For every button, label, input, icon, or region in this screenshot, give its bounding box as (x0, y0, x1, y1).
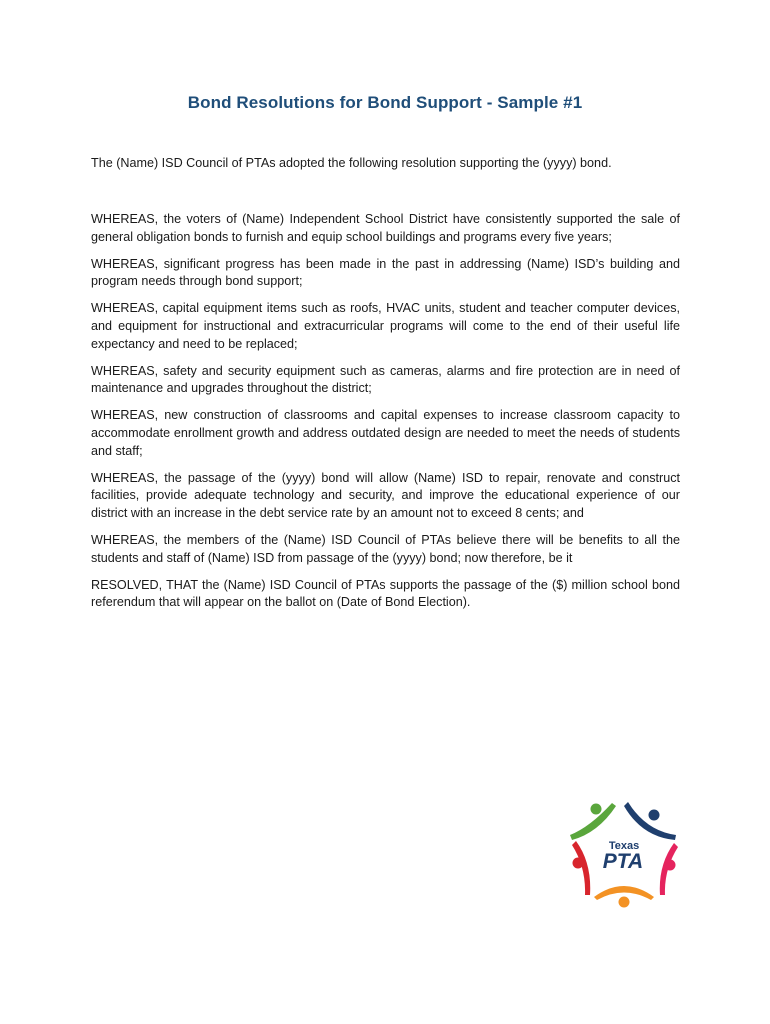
logo-pta-word: PTA (602, 850, 644, 873)
orange-figure-head (619, 897, 630, 908)
whereas-paragraph: WHEREAS, new construction of classrooms and capital expenses to increase classroom capacity to accommodate enrollment growth and address outdated design are needed to meet the needs of students and staff; (91, 408, 680, 458)
navy-figure-head (649, 810, 660, 821)
whereas-paragraph: WHEREAS, capital equipment items such as roofs, HVAC units, student and teacher computer devices, and equipment for instructional and extracurricular programs will come to the end of their useful life expectancy and need to be replaced; (91, 301, 680, 351)
green-figure-head (591, 804, 602, 815)
red-figure-arm (572, 841, 590, 895)
whereas-paragraph: WHEREAS, safety and security equipment such as cameras, alarms and fire protection are in need of maintenance and upgrades throughout the district; (91, 363, 680, 396)
whereas-paragraph: WHEREAS, the members of the (Name) ISD Council of PTAs believe there will be benefits to all the students and staff of (Name) ISD from passage of the (yyyy) bond; now therefore, be it (91, 532, 680, 565)
resolved-paragraph: RESOLVED, THAT the (Name) ISD Council of PTAs supports the passage of the ($) million school bond referendum that will appear on the ballot on (Date of Bond Election). (91, 577, 680, 610)
texas-pta-logo (566, 797, 682, 913)
navy-figure-arm (624, 802, 676, 840)
intro-text: The (Name) ISD Council of PTAs adopted the following resolution supporting the (yyyy) bond. (91, 156, 612, 170)
logo-texas-word: Texas (608, 840, 640, 852)
whereas-paragraph: WHEREAS, the passage of the (yyyy) bond will allow (Name) ISD to repair, renovate and construct facilities, provide adequate technology and security, and improve the educational experience of our district with an increase in the debt service rate by an amount not to exceed 8 cents; and (91, 470, 680, 521)
document-title: Bond Resolutions for Bond Support - Sample #1 (187, 93, 583, 112)
whereas-paragraph: WHEREAS, significant progress has been made in the past in addressing (Name) ISD’s building and program needs through bond support; (91, 256, 680, 289)
resolution-body (91, 211, 680, 621)
whereas-paragraph: WHEREAS, the voters of (Name) Independent School District have consistently supported the sale of general obligation bonds to furnish and equip school buildings and programs every five years; (91, 212, 680, 244)
